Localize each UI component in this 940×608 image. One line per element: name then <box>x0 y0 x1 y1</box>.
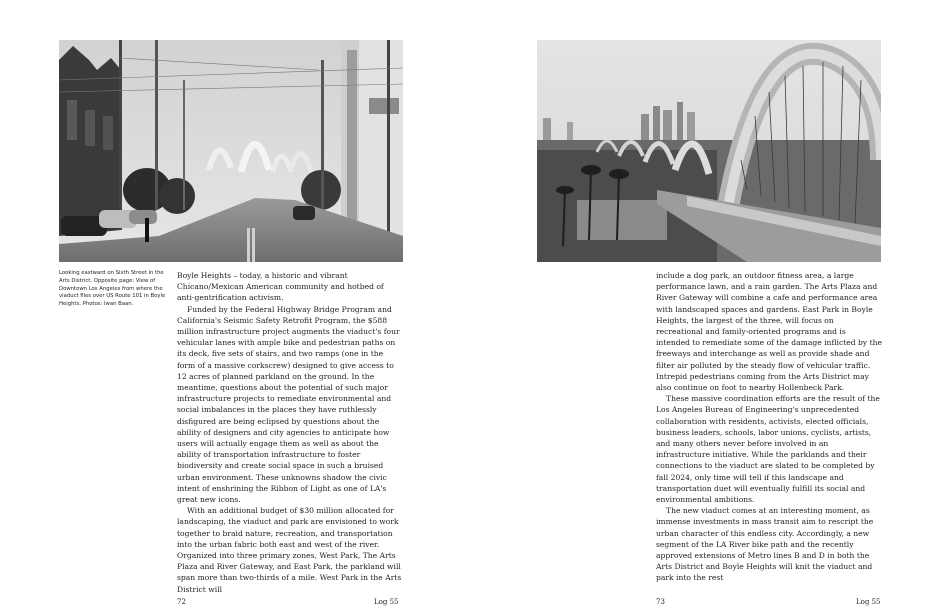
left-text-column <box>177 270 403 595</box>
photo-caption: Looking eastward on Sixth Street in the Arts District. Opposite page: View of Downtown Los Angeles from where the viaduct flies over US Route 101 in Boyle Heights. Photos: Iwan Baan. <box>59 270 166 308</box>
viaduct-photo-illustration <box>537 40 881 262</box>
left-paragraph-2: Funded by the Federal Highway Bridge Program and California's Seismic Safety Retrofit Program, the $588 million infrastructure project augments the viaduct's four vehicular lanes with ample bike and pedestrian paths on its deck, five sets of stairs, and two ramps (one in the form of a massive corkscrew) designed to give access to 12 acres of planned parkland on the ground. In the meantime, questions about the potential of such major infrastructure projects to remediate environmental and social imbalances in the places they have ruthlessly disfigured are being eclipsed by questions about the ability of designers and city agencies to anticipate how users will actually engage them as well as about the ability of transportation infrastructure to foster biodiversity and create social space in such a bruised urban environment. These unknowns shadow the civic intent of enshrining the Ribbon of Light as one of LA's great new icons. <box>177 304 400 505</box>
street-photo-illustration <box>59 40 403 262</box>
running-foot-left: Log 55 <box>374 598 399 606</box>
left-paragraph-1: Boyle Heights – today, a historic and vibrant Chicano/Mexican American community and hotbed of anti-gentrification activism. <box>177 271 384 303</box>
right-text-column <box>656 270 882 584</box>
right-paragraph-3: The new viaduct comes at an interesting moment, as immense investments in mass transit aim to rescript the urban character of this endless city. Accordingly, a new segment of the LA River bike path and the recently approved extensions of Metro lines B and D in both the Arts District and Boyle Heights will knit the viaduct and park into the rest <box>656 506 874 583</box>
right-paragraph-1: include a dog park, an outdoor fitness area, a large performance lawn, and a rain garden. The Arts Plaza and River Gateway will combine a cafe and performance area with landscaped spaces and gardens. East Park in Boyle Heights, the largest of the three, will focus on recreational and family-oriented programs and is intended to remediate some of the damage inflicted by the freeways and interchange as well as provide shade and filter air polluted by the steady flow of vehicular traffic. Intrepid pedestrians coming from the Arts District may also continue on foot to nearby Hollenbeck Park. <box>656 271 883 393</box>
page-number-right: 73 <box>656 598 665 606</box>
street-photo <box>59 40 403 262</box>
page-number-left: 72 <box>177 598 186 606</box>
viaduct-photo <box>537 40 881 262</box>
right-paragraph-2: These massive coordination efforts are the result of the Los Angeles Bureau of Engineering's unprecedented collaboration with residents, activists, elected officials, business leaders, schools, labor unions, cyclists, artists, and many others never before involved in an infrastructure initiative. While the parklands and their connections to the viaduct are slated to be completed by fall 2024, only time will tell if this landscape and transportation duet will eventually fulfill its social and environmental ambitions. <box>656 394 880 505</box>
running-foot-right: Log 55 <box>856 598 881 606</box>
right-page <box>470 0 940 608</box>
left-paragraph-3: With an additional budget of $30 million allocated for landscaping, the viaduct and park are envisioned to work together to braid nature, recreation, and transportation into the urban fabric both east and west of the river. Organized into three primary zones, West Park, The Arts Plaza and River Gateway, and East Park, the parkland will span more than two-thirds of a mile. West Park in the Arts District will <box>177 506 402 594</box>
